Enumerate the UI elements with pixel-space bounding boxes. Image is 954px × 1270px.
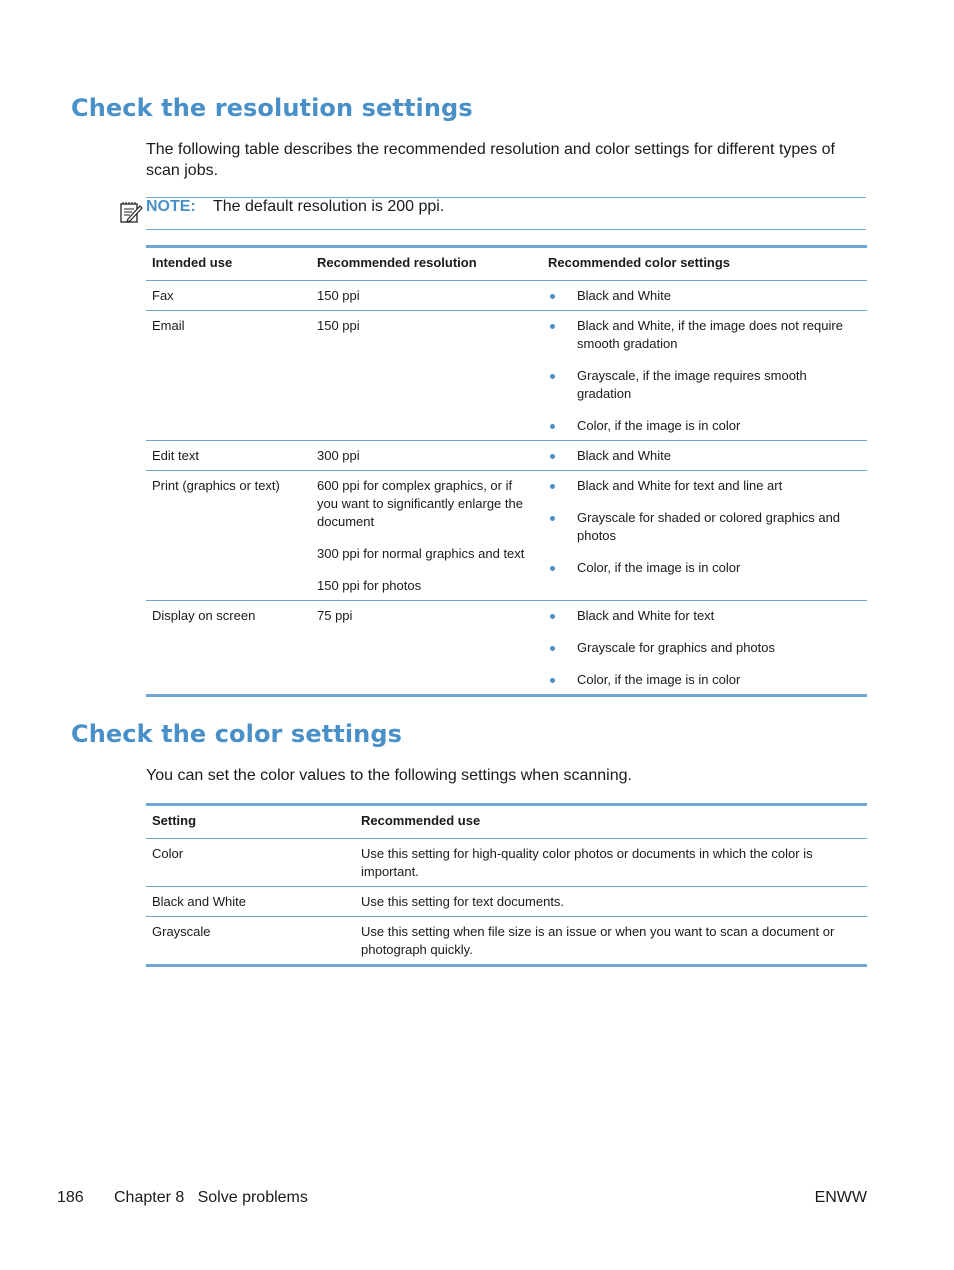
cell-recommended-resolution <box>311 281 542 311</box>
cell-recommended-use: Use this setting for high-quality color photos or documents in which the color is important. <box>361 846 813 879</box>
resolution-line: 75 ppi <box>317 608 353 623</box>
cell-setting: Grayscale <box>152 924 211 939</box>
cell-recommended-resolution <box>311 601 542 696</box>
table-row <box>146 311 867 441</box>
resolution-line: 150 ppi <box>317 288 360 303</box>
table-row <box>146 887 867 917</box>
list-item-text: Black and White for text and line art <box>577 478 783 493</box>
resolution-intro: The following table describes the recommended resolution and color settings for different types of scan jobs. <box>146 141 835 179</box>
list-item <box>548 447 861 465</box>
list-item <box>548 509 861 545</box>
header-setting: Setting <box>152 813 197 828</box>
cell-intended-use: Print (graphics or text) <box>152 478 280 493</box>
note-text: The default resolution is 200 ppi. <box>213 198 445 215</box>
list-item <box>548 559 861 577</box>
header-intended-use: Intended use <box>152 255 233 270</box>
bullet-icon <box>550 454 555 459</box>
cell-recommended-color <box>542 311 867 441</box>
note-pad-icon <box>118 200 144 224</box>
list-item <box>548 287 861 305</box>
list-item <box>548 607 861 625</box>
bullet-icon <box>550 566 555 571</box>
list-item <box>548 671 861 689</box>
list-item <box>548 639 861 657</box>
cell-recommended-color <box>542 441 867 471</box>
note-box <box>118 197 866 229</box>
note-label: NOTE: <box>146 198 196 215</box>
table-row <box>146 839 867 887</box>
resolution-table <box>146 245 867 697</box>
cell-recommended-resolution <box>311 441 542 471</box>
list-item-text: Color, if the image is in color <box>577 560 741 575</box>
section-title-resolution: Check the resolution settings <box>71 94 473 122</box>
cell-recommended-resolution <box>311 311 542 441</box>
cell-setting: Color <box>152 846 184 861</box>
header-recommended-color-settings: Recommended color settings <box>548 255 731 270</box>
cell-intended-use: Display on screen <box>152 608 256 623</box>
bullet-icon <box>550 294 555 299</box>
list-item-text: Color, if the image is in color <box>577 672 741 687</box>
cell-recommended-color <box>542 281 867 311</box>
resolution-line: 150 ppi <box>317 318 360 333</box>
bullet-icon <box>550 646 555 651</box>
cell-recommended-use: Use this setting when file size is an issue or when you want to scan a document or photograph quickly. <box>361 924 835 957</box>
color-bullet-list <box>548 287 861 305</box>
section-title-color: Check the color settings <box>71 720 403 748</box>
cell-recommended-color <box>542 471 867 601</box>
cell-intended-use: Email <box>152 318 185 333</box>
table-row <box>146 471 867 601</box>
list-item-text: Black and White for text <box>577 608 715 623</box>
bullet-icon <box>550 424 555 429</box>
resolution-line: 300 ppi for normal graphics and text <box>317 546 525 561</box>
cell-intended-use: Fax <box>152 288 174 303</box>
cell-recommended-use: Use this setting for text documents. <box>361 894 565 909</box>
table-row <box>146 917 867 966</box>
list-item-text: Black and White <box>577 288 671 303</box>
bullet-icon <box>550 324 555 329</box>
color-intro: You can set the color values to the following settings when scanning. <box>146 767 632 784</box>
color-bullet-list <box>548 447 861 465</box>
list-item-text: Black and White, if the image does not require smooth gradation <box>577 318 843 351</box>
resolution-line: 300 ppi <box>317 448 360 463</box>
table-row <box>146 601 867 696</box>
cell-setting: Black and White <box>152 894 246 909</box>
color-table-header <box>146 805 867 839</box>
note-rule-bottom <box>146 229 866 230</box>
color-bullet-list <box>548 607 861 689</box>
footer-page-number: 186 <box>57 1189 84 1206</box>
table-row <box>146 281 867 311</box>
bullet-icon <box>550 516 555 521</box>
header-recommended-use: Recommended use <box>361 813 481 828</box>
bullet-icon <box>550 678 555 683</box>
bullet-icon <box>550 614 555 619</box>
resolution-line: 150 ppi for photos <box>317 578 422 593</box>
footer-chapter: Chapter 8 Solve problems <box>114 1189 308 1206</box>
footer-enww: ENWW <box>814 1189 867 1206</box>
list-item-text: Black and White <box>577 448 671 463</box>
header-recommended-resolution: Recommended resolution <box>317 255 477 270</box>
color-bullet-list <box>548 317 861 435</box>
list-item-text: Grayscale for graphics and photos <box>577 640 775 655</box>
cell-intended-use: Edit text <box>152 448 199 463</box>
bullet-icon <box>550 484 555 489</box>
cell-recommended-resolution <box>311 471 542 601</box>
color-bullet-list <box>548 477 861 577</box>
resolution-line: 600 ppi for complex graphics, or if you want to significantly enlarge the document <box>317 478 523 529</box>
list-item <box>548 367 861 403</box>
list-item <box>548 417 861 435</box>
list-item-text: Color, if the image is in color <box>577 418 741 433</box>
list-item-text: Grayscale for shaded or colored graphics and photos <box>577 510 841 543</box>
list-item <box>548 477 861 495</box>
list-item <box>548 317 861 353</box>
resolution-table-header <box>146 247 867 281</box>
list-item-text: Grayscale, if the image requires smooth gradation <box>577 368 807 401</box>
table-row <box>146 441 867 471</box>
bullet-icon <box>550 374 555 379</box>
cell-recommended-color <box>542 601 867 696</box>
color-table <box>146 803 867 967</box>
